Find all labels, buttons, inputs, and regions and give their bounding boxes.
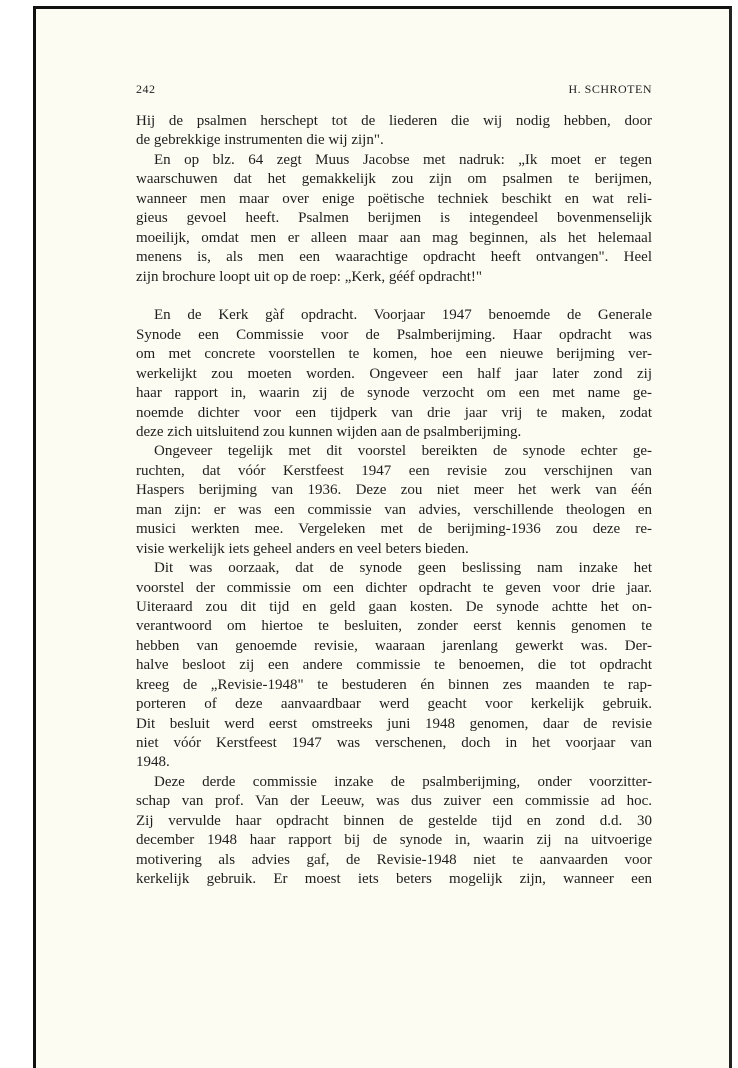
text-line: kerkelijk gebruik. Er moest iets beters mogelijk zijn, wanneer een	[136, 871, 652, 888]
text-line: verantwoord om hiertoe te besluiten, zonder eerst kennis genomen te	[136, 618, 652, 635]
text-line: werkelijkt zou moeten worden. Ongeveer een half jaar later zond zij	[136, 365, 652, 382]
paragraph	[136, 773, 652, 890]
author-running-head: H. SCHROTEN	[568, 82, 652, 96]
text-line: En de Kerk gàf opdracht. Voorjaar 1947 benoemde de Generale	[154, 307, 652, 324]
text-line: wanneer men maar over enige poëtische techniek beschikt en wat reli-	[136, 190, 652, 207]
page-number: 242	[136, 82, 156, 96]
text-line: halve besloot zij een andere commissie te benoemen, die tot opdracht	[136, 657, 652, 674]
text-line: zijn brochure loopt uit op de roep: „Kerk, gééf opdracht!"	[136, 268, 482, 285]
text-line: 1948.	[136, 754, 170, 771]
text-line: waarschuwen dat het gemakkelijk zou zijn om psalmen te berijmen,	[136, 171, 652, 188]
paragraph	[136, 306, 652, 442]
text-line: Hij de psalmen herschept tot de liederen die wij nodig hebben, door	[136, 113, 652, 129]
text-line: december 1948 haar rapport bij de synode in, waarin zij na uitvoerige	[136, 832, 652, 849]
text-line: de gebrekkige instrumenten die wij zijn".	[136, 132, 384, 149]
text-line: Dit besluit werd eerst omstreeks juni 1948 genomen, daar de revisie	[136, 715, 652, 732]
text-line: schap van prof. Van der Leeuw, was dus zuiver een commissie ad hoc.	[136, 793, 652, 810]
text-line: motivering als advies gaf, de Revisie-1948 niet te aanvaarden voor	[136, 851, 652, 868]
text-line: En op blz. 64 zegt Muus Jacobse met nadruk: „Ik moet er tegen	[154, 151, 652, 168]
text-line: voorstel der commissie om een dichter opdracht te geven voor drie jaar.	[136, 579, 652, 596]
body-text	[136, 112, 652, 890]
paragraph	[136, 559, 652, 773]
text-line: ruchten, dat vóór Kerstfeest 1947 een revisie zou verschijnen van	[136, 462, 652, 479]
text-line: gieus gevoel heeft. Psalmen berijmen is integendeel bovenmenselijk	[136, 210, 652, 227]
text-line: niet vóór Kerstfeest 1947 was verschenen, doch in het voorjaar van	[136, 735, 652, 751]
text-line: Deze derde commissie inzake de psalmberijming, onder voorzitter-	[154, 773, 652, 790]
text-line: deze zich uitsluitend zou kunnen wijden aan de psalmberijming.	[136, 424, 522, 440]
text-line: Haspers berijming van 1936. Deze zou niet meer het werk van één	[136, 482, 652, 499]
text-line: menens is, als men een waarachtige opdracht heeft ontvangen". Heel	[136, 249, 652, 266]
section-gap	[136, 287, 652, 306]
text-line: Dit was oorzaak, dat de synode geen beslissing nam inzake het	[154, 560, 652, 577]
text-line: Uiteraard zou dit tijd en geld gaan kosten. De synode achtte het on-	[136, 598, 652, 615]
text-line: hebben van genoemde revisie, waaraan jarenlang gewerkt was. Der-	[136, 637, 652, 654]
text-line: noemde dichter voor een tijdperk van drie jaar vrij te maken, zodat	[136, 404, 652, 421]
text-line: musici werkten mee. Vergeleken met de berijming-1936 zou deze re-	[136, 521, 652, 538]
paragraph	[136, 112, 652, 151]
text-line: Zij vervulde haar opdracht binnen de gestelde tijd en zond d.d. 30	[136, 812, 652, 829]
text-line: man zijn: er was een commissie van advies, verschillende theologen en	[136, 501, 652, 518]
paragraph	[136, 151, 652, 287]
paragraph	[136, 442, 652, 559]
text-line: Ongeveer tegelijk met dit voorstel bereikten de synode echter ge-	[154, 443, 652, 460]
text-line: visie werkelijk iets geheel anders en veel beters bieden.	[136, 540, 469, 557]
text-line: moeilijk, omdat men er alleen maar aan mag beginnen, als het helemaal	[136, 229, 652, 246]
text-line: haar rapport in, waarin zij de synode verzocht om een met name ge-	[136, 385, 652, 402]
text-line: kreeg de „Revisie-1948" te bestuderen én binnen zes maanden te rap-	[136, 676, 652, 693]
text-line: Synode een Commissie voor de Psalmberijming. Haar opdracht was	[136, 326, 652, 343]
text-line: om met concrete voorstellen te komen, hoe een nieuwe berijming ver-	[136, 346, 652, 363]
text-line: porteren of deze aanvaardbaar werd geacht voor kerkelijk gebruik.	[136, 696, 652, 713]
